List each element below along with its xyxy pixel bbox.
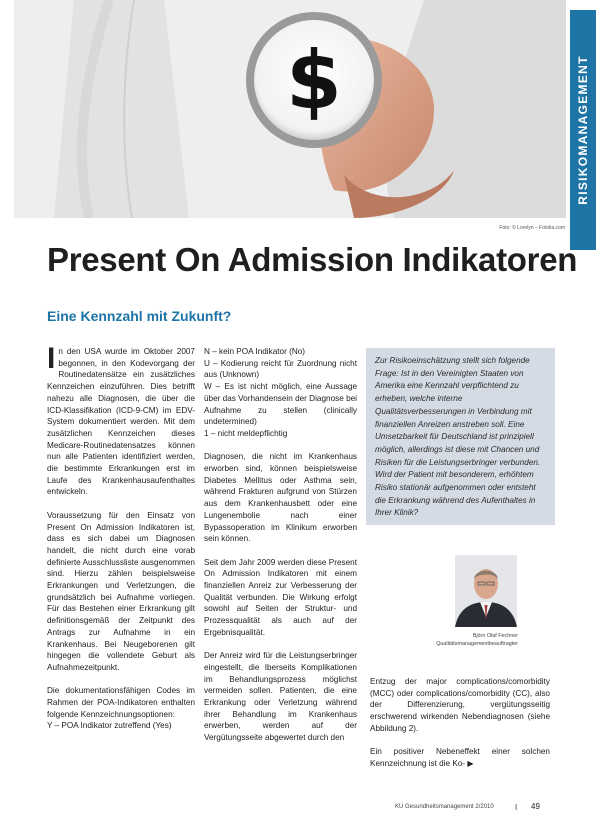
paragraph: Diagnosen, die nicht im Krankenhaus erworben sind, können beispielsweise Diabetes Mellitus oder Asthma sein, während Frakturen aufgrund von Stürzen aus dem Krankenhausbett oder eine Lungenembolie nach einer Bypassoperation im Klinikum erworben sein können. <box>204 452 357 544</box>
author-role: Qualitätsmanagementbeauftragter <box>436 641 518 647</box>
text-column-3 <box>370 676 550 770</box>
paragraph: Ein positiver Nebeneffekt einer solchen Kennzeichnung ist die Ko- <box>370 747 550 768</box>
article-title: Present On Admission Indikatoren <box>47 241 578 278</box>
pull-quote-box <box>366 348 555 525</box>
author-caption <box>366 632 518 648</box>
footer-separator: I <box>515 803 518 812</box>
paragraph: Der Anreiz wird für die Leistungserbringer eingestellt, die Iberseits Komplikationen im Behandlungsprozess möglichst vermeiden sollen. Patienten, die eine Erkrankung oder Verletzung während ihrer Behandlung im Krankenhaus erwerben, werden auf der Vergütungsseite abgewertet durch den <box>204 651 357 743</box>
section-tab-label: RISIKOMANAGEMENT <box>576 55 590 205</box>
paragraph: n den USA wurde im Oktober 2007 begonnen, in den Kodevorgang der Routinedatensätze ein zusätzliches Kennzeichen einzuführen. Dies betrifft nahezu alle Diagnosen, die über die ICD-Klassifikation (ICD-9-CM) im EDV-System dokumentiert werden. Mit dem zusätzlichen Kennzeichen dieses Medicare-Routinedatensatzes können nun alle Patienten identifiziert werden, die bestimmte Erkrankungen erst im Laufe des Krankenhausaufenthaltes entwickeln. <box>47 347 195 497</box>
text-column-2 <box>204 346 357 756</box>
doctor-stethoscope-illustration <box>14 0 566 218</box>
code-option: W – Es ist nicht möglich, eine Aussage über das Vorhandensein der Diagnose bei Aufnahme zu stellen (clinically undetermined) <box>204 382 357 427</box>
code-option: 1 – nicht meldepflichtig <box>204 428 288 438</box>
paragraph: Seit dem Jahr 2009 werden diese Present On Admission Indikatoren mit einem finanziellen Anreiz zur Verbesserung der Qualität verbunden. Die Wirkung erfolgt sowohl auf Seiten der Struktur- und Prozessqualität als auch auf der Ergebnisqualität. <box>204 557 357 637</box>
photo-credit: Foto: © Lorelyn – Fotolia.com <box>499 225 565 231</box>
pull-quote-text: Zur Risikoeinschätzung stellt sich folgende Frage: Ist in den Vereinigten Staaten von Amerika eine Kennzahl verpflichtend zu erheben, welche interne Qualitätsverbesserungen in Verbindung mit finanziellen Anreizen anstreben soll. Eine Umsetzbarkeit für Deutschland ist prinzipiell möglich, allerdings ist diese mit Chancen und Risiken für die Leistungserbringer verbunden. Wird der Patient mit besonderem, erhöhtem Risiko stationär aufgenommen oder entsteht die Erkrankung während des Aufenthaltes in Ihrer Klinik? <box>375 356 541 518</box>
code-option: N – kein POA Indikator (No) <box>204 347 306 356</box>
code-option: U – Kodierung reicht für Zuordnung nicht aus (Unknown) <box>204 358 357 380</box>
paragraph: Voraussetzung für den Einsatz von Present On Admission Indikatoren ist, dass es sich dabei um Diagnosen handelt, die nicht durch eine vorab definierte Ausschlussliste ausgenommen sind. Hierzu zählen beispielsweise Erkrankungen und Verletzungen, die grundsätzlich bei Aufnahme vorliegen. Für das Bestehen einer Erkrankung gilt definitionsgemäß der Zeitpunkt des Antrags zur Aufnahme in ein Krankenhaus. Bei Neugeborenen gilt hingegen die vollendete Geburt als Aufnahmezeitpunkt. <box>47 510 195 672</box>
paragraph: Die dokumentationsfähigen Codes im Rahmen der POA-Indikatoren enthalten folgende Kennzeichnungsoptionen: <box>47 686 195 719</box>
paragraph: Entzug der major complications/comorbidity (MCC) oder complications/comorbidity (CC), also der Differenzierung, vergütungsseitig erschwerend wirkenden Nebendiagnosen (siehe Abbildung 2). <box>370 677 550 733</box>
author-name: Björn Olaf Fechner <box>472 633 518 639</box>
drop-cap: I <box>47 342 56 375</box>
continue-arrow-icon: ▶ <box>467 758 474 768</box>
journal-footer: KU Gesundheitsmanagement 2/2010 <box>395 804 494 810</box>
text-column-1 <box>47 342 195 744</box>
dollar-sign-icon: $ <box>286 34 342 127</box>
hero-image <box>14 0 566 218</box>
article-subtitle: Eine Kennzahl mit Zukunft? <box>47 308 232 324</box>
page-number: 49 <box>531 802 540 811</box>
author-photo <box>455 555 517 627</box>
code-option: Y – POA Indikator zutreffend (Yes) <box>47 721 172 731</box>
